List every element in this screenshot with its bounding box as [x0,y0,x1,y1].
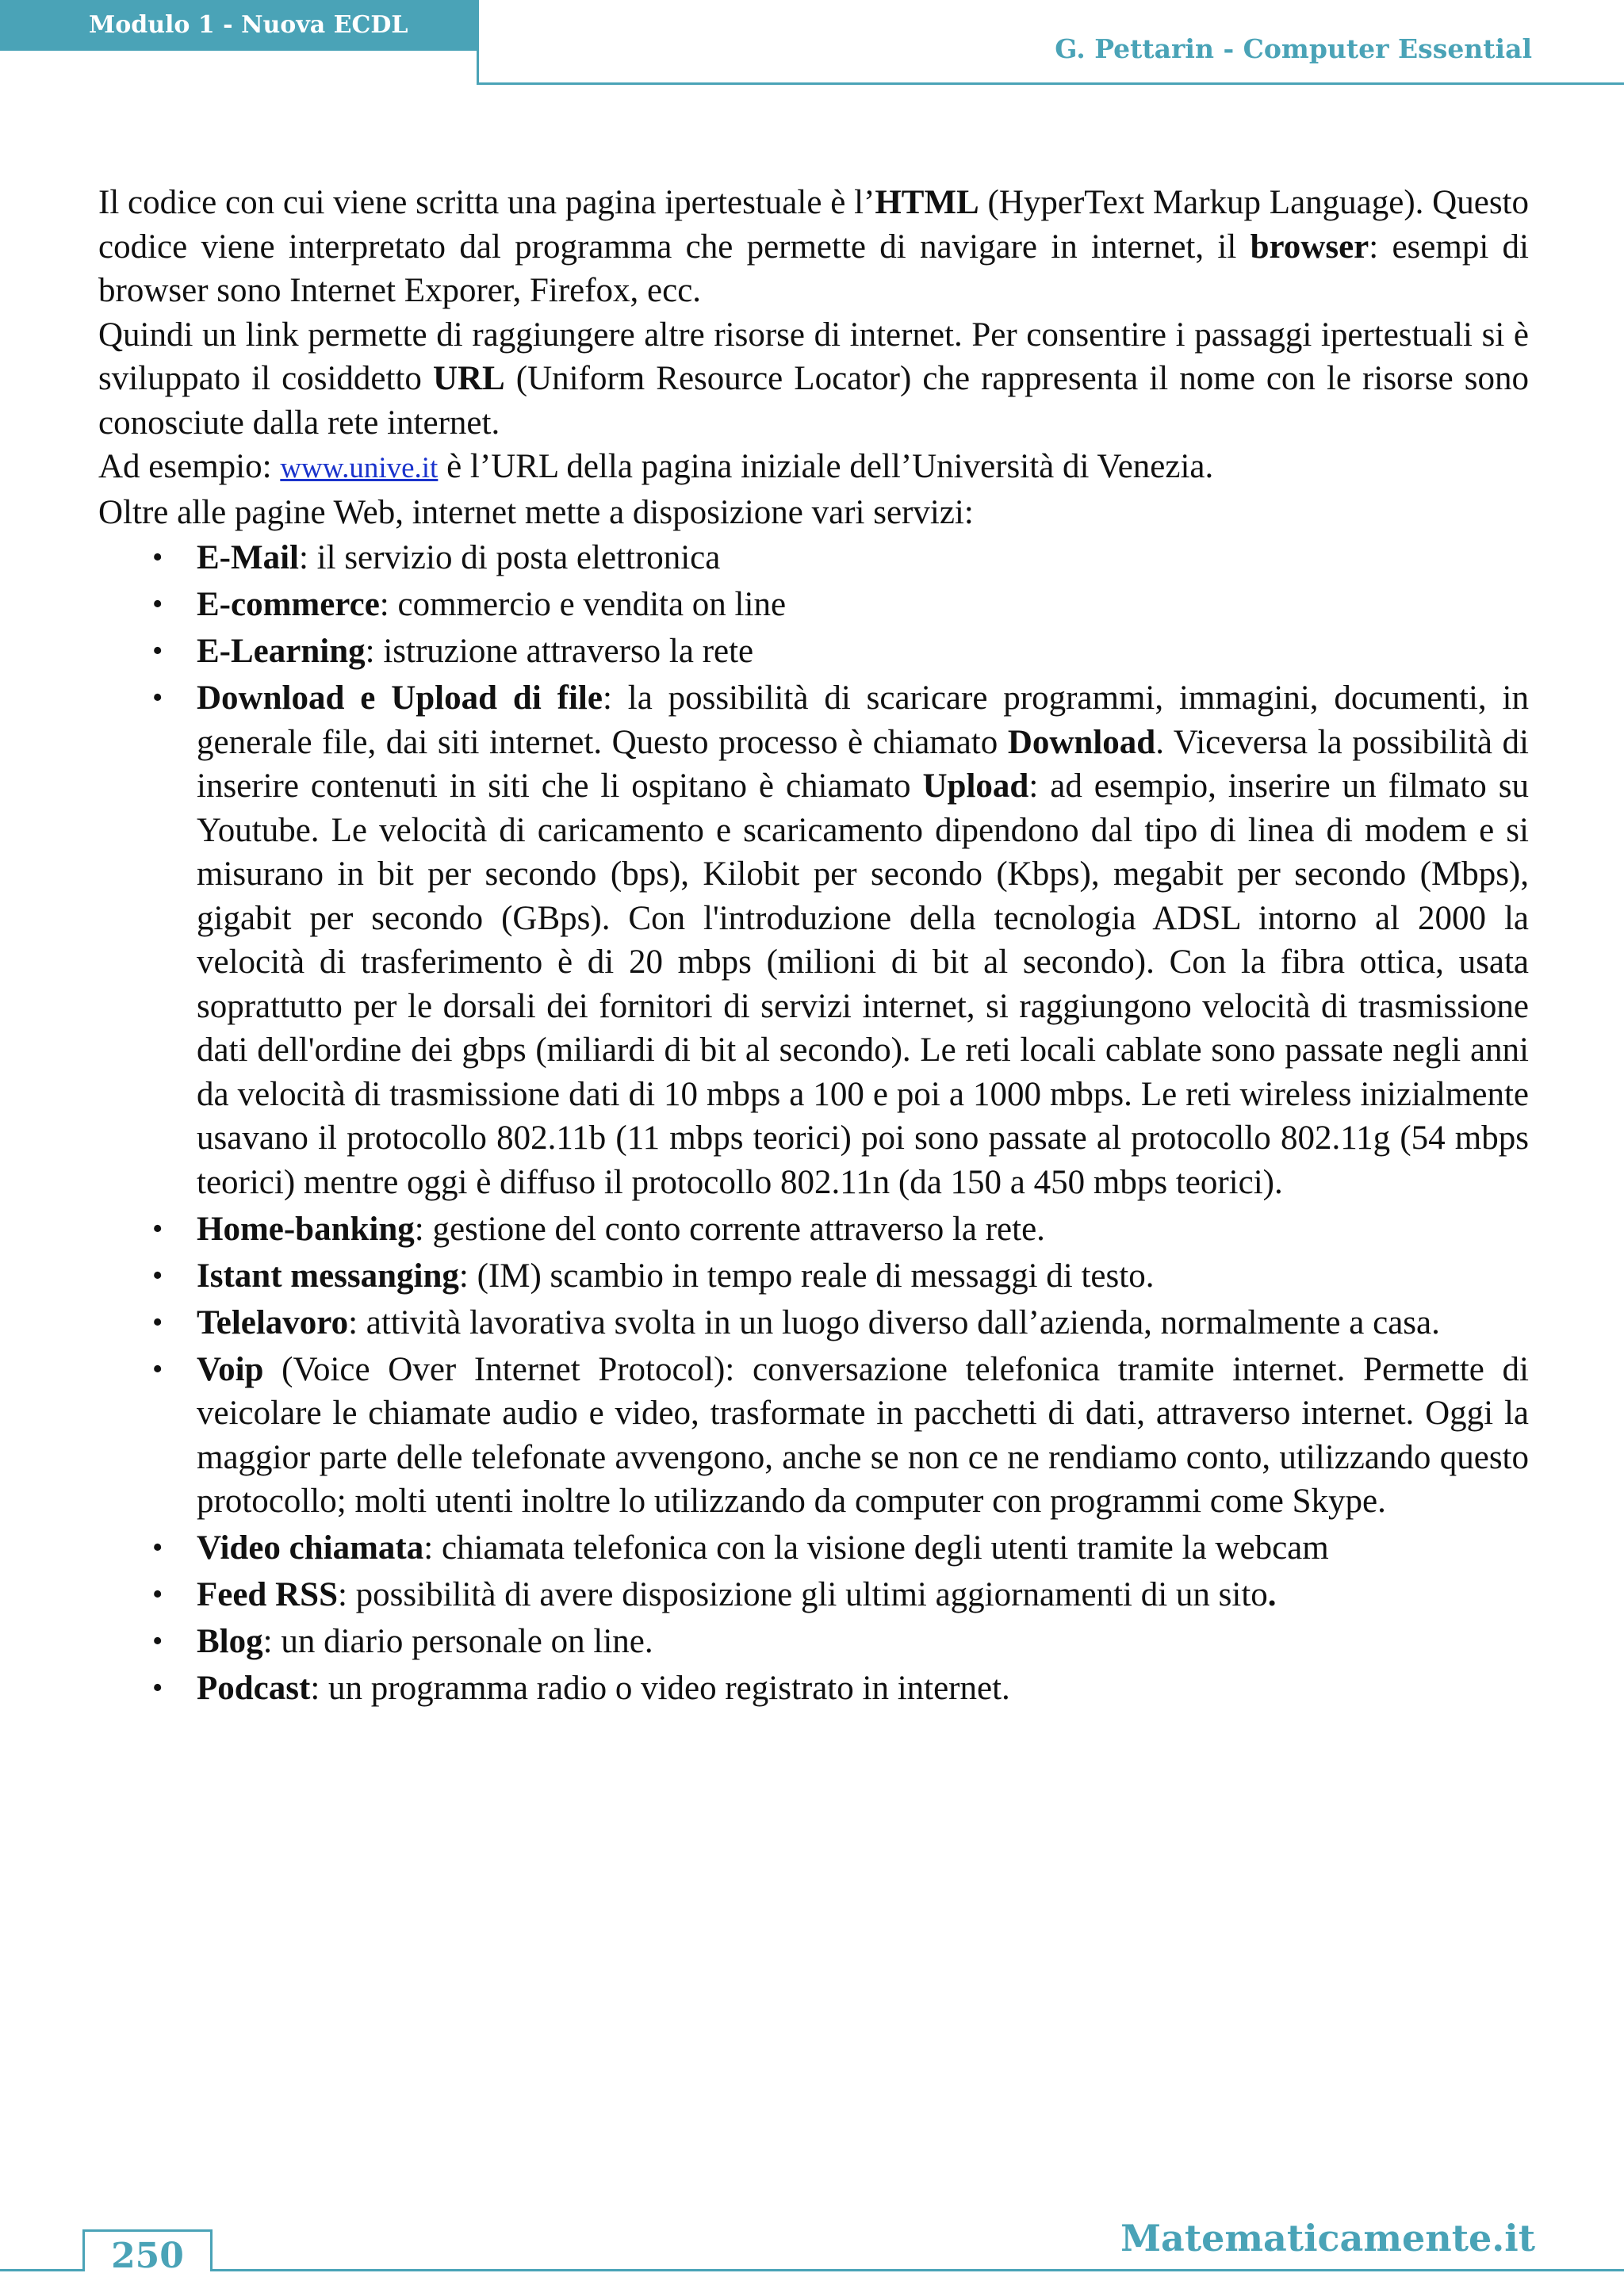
bullet-icon: • [152,681,163,714]
bullet-icon: • [152,587,163,621]
service-term: Feed RSS [197,1576,338,1613]
service-description: : la possibilità di scaricare programmi, immagini, documenti, in generale file, dai siti internet. Questo processo è chiamato [197,679,1529,761]
term-browser: browser [1250,228,1369,266]
service-item [98,1526,1529,1571]
service-term: Download [1007,723,1156,761]
service-term: Home-banking [197,1210,415,1248]
header-rule [479,82,1624,85]
paragraph-url [98,313,1529,446]
service-term: Podcast [197,1670,311,1707]
service-term: Video chiamata [197,1529,424,1567]
service-term: E-commerce [197,586,380,623]
service-item [98,1573,1529,1617]
service-term: Voip [197,1350,264,1388]
service-term: Download e Upload di file [197,679,603,717]
service-description: : un programma radio o video registrato in internet. [310,1670,1010,1707]
bullet-icon: • [152,1211,163,1246]
footer-brand: Matematicamente.it [1120,2217,1535,2260]
service-item [98,1348,1529,1524]
header-divider-vertical [477,48,479,85]
bullet-icon: • [152,1258,163,1292]
paragraph-html [98,181,1529,313]
paragraph-services-intro: Oltre alle pagine Web, internet mette a disposizione vari servizi: [98,493,974,531]
page-content [98,181,1529,1713]
text-run: (HyperText Markup Language). Questo codice viene interpretato dal programma che permette di navigare in internet, il [98,184,1530,266]
term-html: HTML [875,184,979,221]
text-run: Quindi un link permette di raggiungere altre risorse di internet. Per consentire i passaggi ipertestuali si è sviluppato il cosiddetto [98,316,1529,397]
service-description: : il servizio di posta elettronica [298,539,721,576]
service-item [98,1207,1529,1252]
service-term: E-Learning [197,633,366,670]
service-term: Istant messanging [197,1257,459,1295]
text-run: è l’URL della pagina iniziale dell’Università di Venezia. [438,448,1214,485]
bullet-icon: • [152,1578,163,1611]
service-term: Blog [197,1623,263,1660]
service-description: : (IM) scambio in tempo reale di messaggi di testo. [458,1257,1155,1295]
text-run: : esempi di browser sono Internet Exporer, Firefox, ecc. [98,228,1529,309]
services-list [98,536,1529,1711]
term-url: URL [432,360,505,397]
paragraph-example [98,445,1529,491]
service-item [98,536,1529,580]
service-description: : ad esempio, inserire un filmato su Youtube. Le velocità di caricamento e scaricamento dipendono dal tipo di linea di modem e si misurano in bit per secondo (bps), Kilobit per secondo (Kbps), megabit per secondo (Mbps), gigabit per secondo (GBps). Con l'introduzione della tecnologia ADSL intorno al 2000 la velocità di trasferimento è di 20 mbps (milioni di bit al secondo). Con la fibra ottica, usata soprattutto per le dorsali dei fornitori di servizi internet, si raggiungono velocità di trasmissione dati dell'ordine dei gbps (miliardi di bit al secondo). Le reti locali cablate sono passate negli anni da velocità di trasmissione dati di 10 mbps a 100 e poi a 1000 mbps. Le reti wireless inizialmente usavano il protocollo 802.11b (11 mbps teorici) poi sono passate al protocollo 802.11g (54 mbps teorici) mentre oggi è diffuso il protocollo 802.11n (da 150 a 450 mbps teorici). [197,767,1529,1201]
service-description: : un diario personale on line. [262,1623,653,1660]
bullet-icon: • [152,541,163,574]
service-term: E-Mail [197,539,299,576]
bullet-icon: • [152,634,163,668]
service-description: : attività lavorativa svolta in un luogo diverso dall’azienda, normalmente a casa. [348,1303,1440,1341]
page-number: 250 [111,2236,184,2276]
service-description: : istruzione attraverso la rete [365,633,754,670]
text-run: Ad esempio: [98,448,281,485]
service-description: (Voice Over Internet Protocol): conversazione telefonica tramite internet. Permette di veicolare le chiamate audio e video, trasformate in pacchetti di dati, attraverso internet. Oggi la maggior parte delle telefonate avvengono, anche se non ce ne rendiamo conto, utilizzando questo protocollo; molti utenti inoltre lo utilizzando da computer con programmi come Skype. [197,1350,1529,1520]
text-run: Il codice con cui viene scritta una pagina ipertestuale è l’ [98,184,875,221]
service-item [98,676,1529,1204]
unive-link[interactable]: www.unive.it [280,452,439,484]
service-description: : chiamata telefonica con la visione degli utenti tramite la webcam [423,1529,1329,1567]
bullet-icon: • [152,1531,163,1564]
service-description: : possibilità di avere disposizione gli ultimi aggiornamenti di un sito [337,1576,1268,1613]
bullet-icon: • [152,1671,163,1705]
bullet-icon: • [152,1624,163,1658]
service-term: Telelavoro [197,1303,349,1341]
service-item [98,629,1529,674]
service-item [98,583,1529,627]
service-term: Upload [922,767,1029,805]
author-title: G. Pettarin - Computer Essential [1055,33,1532,64]
service-description: . Viceversa la possibilità di inserire contenuti in siti che li ospitano è chiamato [197,723,1529,805]
service-description: : commercio e vendita on line [379,586,787,623]
service-description: : gestione del conto corrente attraverso la rete. [414,1210,1045,1248]
text-run: (Uniform Resource Locator) che rappresenta il nome con le risorse sono conosciute dalla rete internet. [98,360,1529,442]
service-item [98,1254,1529,1299]
service-item [98,1301,1529,1345]
service-item [98,1620,1529,1664]
service-item [98,1667,1529,1711]
bullet-icon: • [152,1305,163,1339]
service-term: . [1267,1576,1277,1613]
bullet-icon: • [152,1352,163,1386]
module-tab: Modulo 1 - Nuova ECDL [0,0,479,51]
footer-rule [0,2269,1624,2271]
